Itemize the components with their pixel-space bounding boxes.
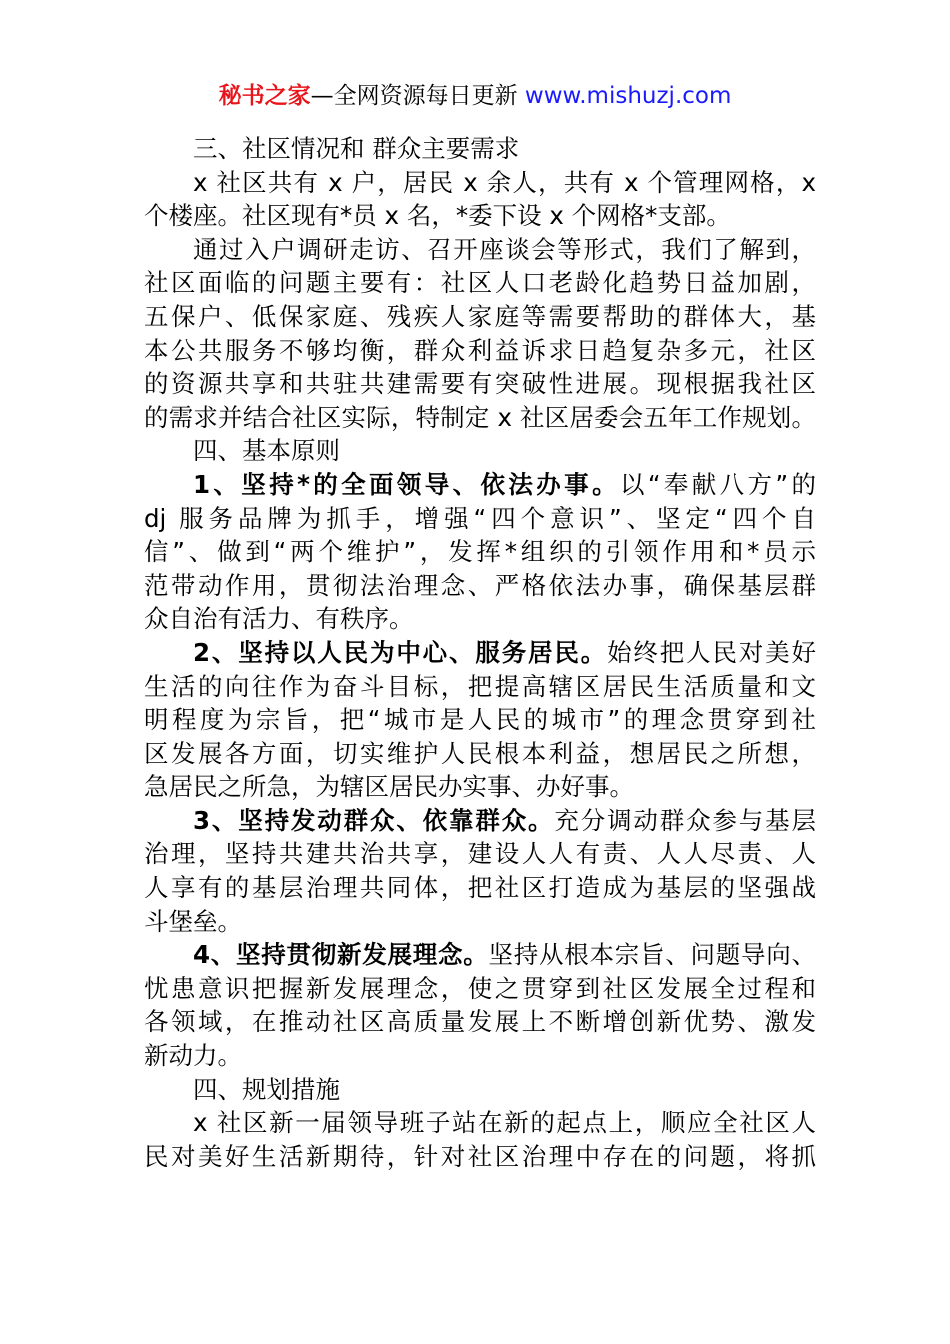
text-line: 的资源共享和共驻共建需要有突破性进展。现根据我社区 — [144, 369, 816, 399]
principle-lead-line: 4、坚持贯彻新发展理念。坚持从根本宗旨、问题导向、 — [193, 940, 817, 970]
text-line: 五保户、低保家庭、残疾人家庭等需要帮助的群体大，基 — [144, 301, 816, 331]
section-heading: 四、基本原则 — [193, 436, 340, 466]
section-heading: 四、规划措施 — [193, 1074, 340, 1104]
site-url-link[interactable]: www.mishuzj.com — [524, 83, 732, 109]
site-banner — [0, 80, 950, 112]
text-line: 民对美好生活新期待，针对社区治理中存在的问题，将抓 — [144, 1141, 816, 1171]
text-line: 新动力。 — [144, 1041, 242, 1071]
brand-name: 秘书之家 — [218, 83, 311, 109]
section-heading: 三、社区情况和 群众主要需求 — [193, 134, 520, 163]
text-line: 治理，坚持共建共治共享，建设人人有责、人人尽责、人 — [144, 839, 816, 869]
text-line: 本公共服务不够均衡，群众利益诉求日趋复杂多元，社区 — [144, 335, 816, 365]
text-line: 忧患意识把握新发展理念，使之贯穿到社区发展全过程和 — [144, 973, 816, 1003]
text-line: 生活的向往作为奋斗目标，把提高辖区居民生活质量和文 — [144, 671, 816, 701]
text-line: 范带动作用，贯彻法治理念、严格依法办事，确保基层群 — [144, 570, 816, 600]
text-line: dj 服务品牌为抓手，增强“四个意识”、坚定“四个自 — [144, 503, 816, 533]
text-line: 斗堡垒。 — [144, 906, 242, 936]
text-line: 个楼座。社区现有*员 x 名，*委下设 x 个网格*支部。 — [144, 201, 731, 231]
text-line: 明程度为宗旨，把“城市是人民的城市”的理念贯穿到社 — [144, 705, 816, 735]
text-line: 众自治有活力、有秩序。 — [144, 604, 414, 634]
text-line: x 社区共有 x 户，居民 x 余人，共有 x 个管理网格，x — [193, 167, 816, 197]
principle-title: 3、坚持发动群众、依靠群众。 — [193, 805, 555, 835]
text-line: 信”、做到“两个维护”，发挥*组织的引领作用和*员示 — [144, 537, 816, 567]
principle-title: 2、坚持以人民为中心、服务居民。 — [193, 637, 608, 667]
principle-lead-line: 1、坚持*的全面领导、依法办事。以“奉献八方”的 — [193, 469, 817, 499]
principle-lead-line: 2、坚持以人民为中心、服务居民。始终把人民对美好 — [193, 637, 816, 667]
text-line: 通过入户调研走访、召开座谈会等形式，我们了解到， — [193, 234, 816, 264]
principle-title: 4、坚持贯彻新发展理念。 — [193, 940, 489, 970]
principle-title: 1、坚持*的全面领导、依法办事。 — [193, 469, 620, 499]
banner-tagline: —全网资源每日更新 — [310, 83, 525, 109]
text-line: 社区面临的问题主要有：社区人口老龄化趋势日益加剧， — [144, 268, 816, 298]
document-body — [144, 132, 816, 1173]
text-line: 人享有的基层治理共同体，把社区打造成为基层的坚强战 — [144, 873, 816, 903]
text-line: 急居民之所急，为辖区居民办实事、办好事。 — [144, 772, 634, 802]
text-line: 的需求并结合社区实际，特制定 x 社区居委会五年工作规划。 — [144, 402, 816, 432]
text-line: 各领域，在推动社区高质量发展上不断增创新优势、激发 — [144, 1007, 816, 1037]
text-line: 区发展各方面，切实维护人民根本利益，想居民之所想， — [144, 738, 816, 768]
text-line: x 社区新一届领导班子站在新的起点上，顺应全社区人 — [193, 1108, 816, 1138]
principle-lead-line: 3、坚持发动群众、依靠群众。充分调动群众参与基层 — [193, 805, 817, 835]
